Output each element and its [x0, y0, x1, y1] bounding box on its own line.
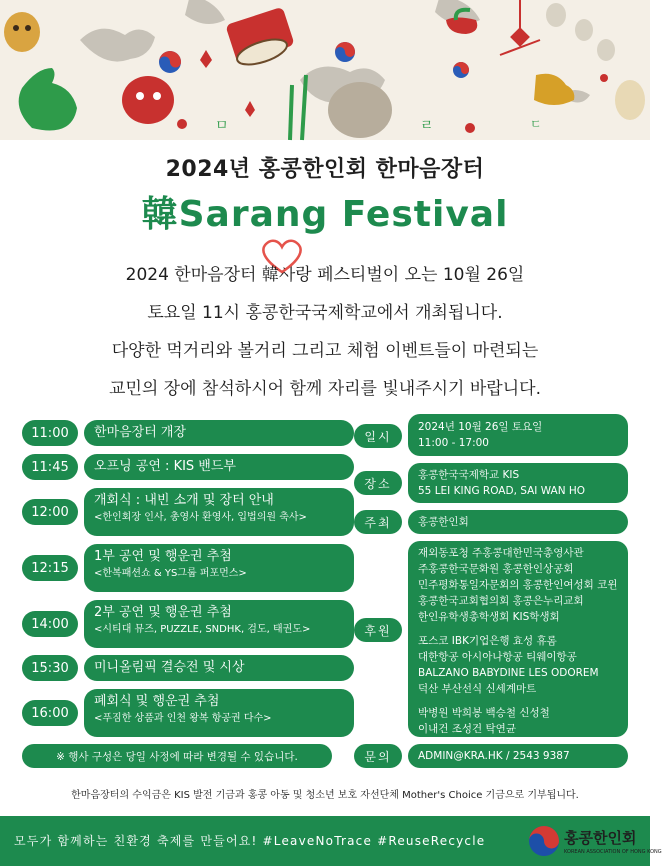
sponsor-line: 이내건 조성건 탁연균	[418, 723, 516, 735]
intro-line-1	[0, 256, 650, 294]
schedule-time: 11:00	[22, 420, 78, 446]
dokkaebi-mask-icon	[122, 76, 174, 124]
garlic-icon	[546, 3, 615, 61]
title-hanja: 韓	[141, 194, 179, 235]
info-label-venue: 장소	[354, 471, 402, 495]
schedule-event-detail: <푸짐한 상품과 인천 왕복 항공권 다수>	[94, 713, 272, 724]
svg-text:ㄷ: ㄷ	[530, 117, 542, 131]
sponsor-line: 대한항공 아시아나항공 티웨이항공	[418, 651, 577, 663]
wooden-duck-icon	[534, 74, 574, 105]
event-title	[0, 186, 650, 237]
info-label-host: 주최	[354, 510, 402, 534]
sponsor-line: BALZANO BABYDINE LES ODOREM	[418, 667, 599, 679]
footer-slogan: 모두가 함께하는 친환경 축제를 만들어요! #LeaveNoTrace #ReuseRecycle	[14, 834, 486, 848]
schedule-event-title: 미니올림픽 결승전 및 시상	[94, 660, 245, 675]
info-host-line: 홍콩한인회	[418, 516, 469, 528]
info-venue-line: 홍콩한국국제학교 KIS	[418, 469, 520, 481]
hahoe-mask-icon	[615, 80, 645, 120]
event-subtitle: 2024년 홍콩한인회 한마음장터	[165, 157, 485, 182]
heart-wrap	[262, 256, 279, 294]
info-contact	[408, 744, 628, 768]
korean-association-logo-icon	[526, 824, 562, 858]
svg-text:ㄹ: ㄹ	[420, 118, 434, 134]
pottery-jar-icon	[328, 82, 392, 138]
intro-line-4: 교민의 장에 참석하시어 함께 자리를 빛내주시기 바랍니다.	[109, 379, 541, 399]
schedule-time: 16:00	[22, 700, 78, 726]
info-venue	[408, 463, 628, 503]
sponsor-line: 주홍콩한국문화원 홍콩한인상공회	[418, 563, 574, 575]
schedule-event-title: 개회식 : 내빈 소개 및 장터 안내	[94, 493, 274, 508]
sponsor-line: 박병원 박희봉 백승철 신성철	[418, 707, 550, 719]
schedule-event	[84, 689, 354, 737]
sponsor-line: 덕산 부산선식 신세계마트	[418, 683, 537, 695]
sponsor-line: 민주평화통일자문회의 홍콩한인여성회 코윈	[418, 579, 618, 591]
title-main-text: Sarang Festival	[178, 194, 509, 235]
schedule-event-title: 오프닝 공연 : KIS 밴드부	[94, 459, 236, 474]
schedule-event-detail: <시티대 뮤즈, PUZZLE, SNDHK, 검도, 태권도>	[94, 624, 311, 635]
shoe-icon	[446, 18, 477, 35]
intro-line-2: 토요일 11시 홍콩한국국제학교에서 개최됩니다.	[147, 303, 503, 323]
schedule-event	[84, 488, 354, 536]
schedule-event-title: 2부 공연 및 행운권 추첨	[94, 605, 232, 620]
green-bottle-icon	[19, 68, 77, 131]
schedule-event	[84, 454, 354, 480]
drum-icon	[225, 7, 294, 70]
bamboo-icon	[290, 75, 306, 140]
schedule-event	[84, 655, 354, 681]
schedule-event-detail: <한복패션쇼 & YS그룹 퍼포먼스>	[94, 568, 247, 579]
info-date-line: 2024년 10월 26일 토요일	[418, 421, 543, 433]
intro-paragraph	[0, 256, 650, 408]
info-host	[408, 510, 628, 534]
intro-line-3: 다양한 먹거리와 볼거리 그리고 체험 이벤트들이 마련되는	[111, 341, 539, 361]
schedule-event	[84, 600, 354, 648]
schedule-time: 12:15	[22, 555, 78, 581]
intro-hanja: 韓	[261, 265, 279, 285]
norigae-icon	[500, 0, 540, 55]
schedule-event-title: 1부 공연 및 행운권 추첨	[94, 549, 232, 564]
sponsor-line: 홍콩한국교회협의회 홍콩은누리교회	[418, 595, 584, 607]
schedule-event	[84, 420, 354, 446]
intro-line-1-end: 사랑 페스티벌이 오는 10월 26일	[278, 265, 525, 285]
decorative-banner	[0, 0, 650, 140]
korean-traditional-objects-illustration	[0, 0, 650, 140]
donation-note: 한마음장터의 수익금은 KIS 발전 기금과 홍콩 아동 및 청소년 보호 자선단체 Mother's Choice 기금으로 기부됩니다.	[71, 790, 579, 801]
schedule-time: 12:00	[22, 499, 78, 525]
schedule-event-title: 한마음장터 개장	[94, 425, 187, 440]
info-label-date: 일시	[354, 424, 402, 448]
intro-line-1-start: 2024 한마음장터	[125, 265, 262, 285]
info-label-sponsor: 후원	[354, 618, 402, 642]
schedule-event-detail: <한인회장 인사, 총영사 환영사, 입법의원 축사>	[94, 512, 307, 523]
sponsor-line: 포스코 IBK기업은행 효성 휴롬	[418, 635, 557, 647]
footer	[0, 816, 662, 866]
info-label-contact: 문의	[354, 744, 402, 768]
footer-org-name: 홍콩한인회	[564, 829, 637, 847]
info-sponsor	[408, 541, 628, 737]
contact-line: ADMIN@KRA.HK / 2543 9387	[418, 750, 570, 762]
mask-icon	[4, 12, 40, 52]
sponsor-line: 한인유학생총학생회 KIS학생회	[418, 611, 560, 623]
sponsor-line: 재외동포청 주홍콩대한민국총영사관	[418, 547, 584, 559]
schedule-time: 14:00	[22, 611, 78, 637]
info-time-line: 11:00 - 17:00	[418, 437, 489, 449]
schedule-event-title: 폐회식 및 행운권 추첨	[94, 694, 220, 709]
info-address-line: 55 LEI KING ROAD, SAI WAN HO	[418, 485, 586, 497]
info-date	[408, 414, 628, 456]
schedule-time: 15:30	[22, 655, 78, 681]
schedule-note: ※ 행사 구성은 당일 사정에 따라 변경될 수 있습니다.	[22, 744, 332, 768]
svg-text:ㅁ: ㅁ	[215, 118, 229, 134]
footer-org-subtitle: KOREAN ASSOCIATION OF HONG KONG	[564, 849, 662, 855]
schedule-event	[84, 544, 354, 592]
schedule-time: 11:45	[22, 454, 78, 480]
